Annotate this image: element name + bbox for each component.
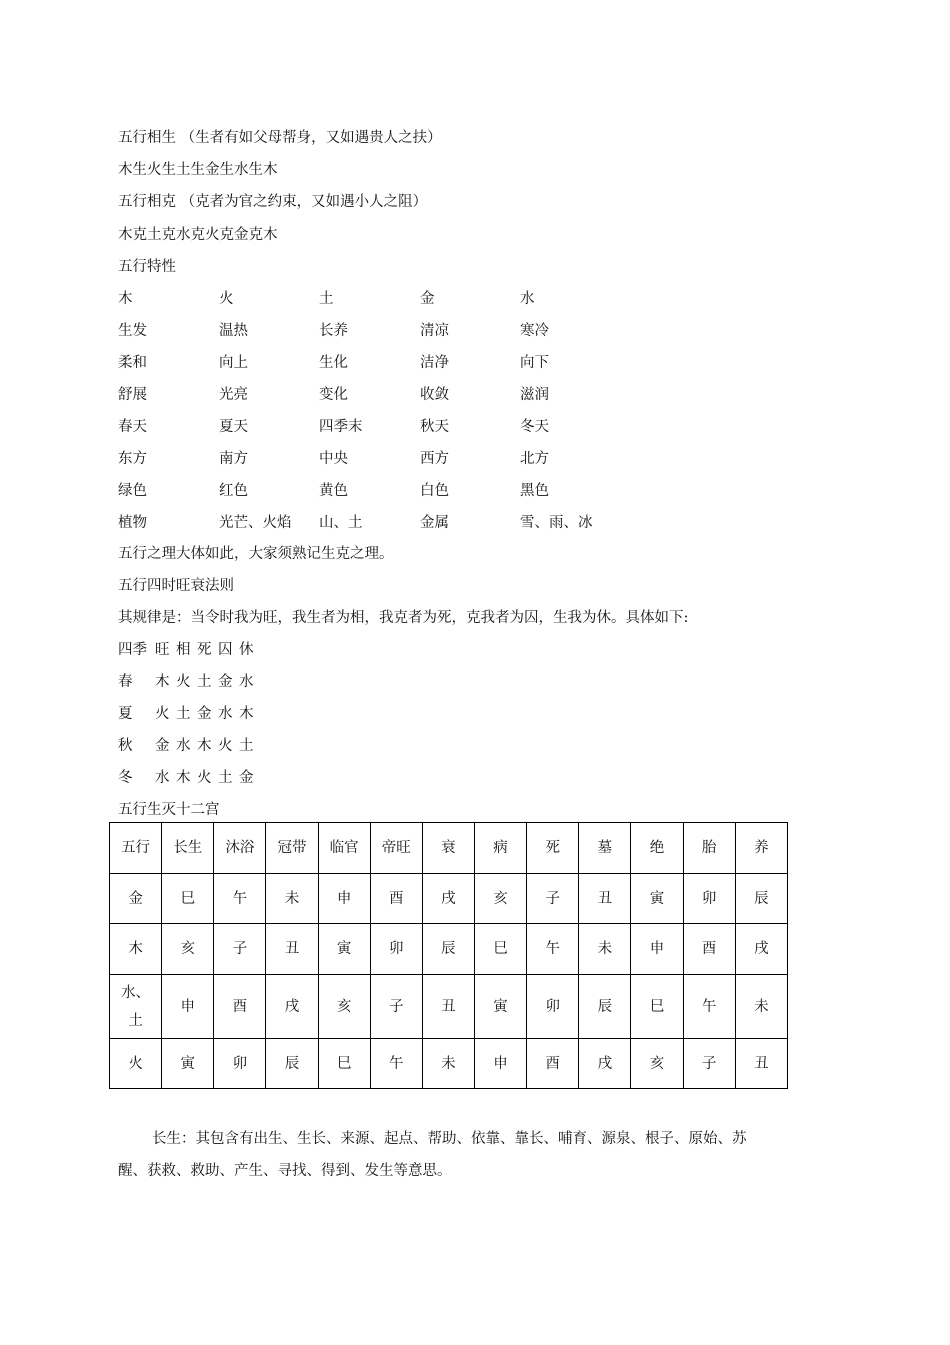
season-cell: 火	[197, 770, 212, 786]
traits-title: 五行特性	[118, 259, 176, 275]
season-cell: 旺	[155, 642, 170, 658]
property-cell: 植物	[118, 515, 147, 531]
property-cell: 向下	[520, 355, 549, 371]
property-cell: 西方	[420, 451, 449, 467]
table-cell: 酉	[370, 874, 422, 924]
season-cell: 相	[176, 642, 191, 658]
table-cell: 寅	[631, 874, 683, 924]
table-cell: 午	[527, 924, 579, 975]
table-row	[110, 975, 788, 1039]
season-cell: 金	[197, 706, 212, 722]
property-cell: 白色	[420, 483, 449, 499]
palace-table	[109, 822, 788, 1089]
property-cell: 长养	[319, 323, 348, 339]
property-cell: 水	[520, 291, 535, 307]
property-cell: 舒展	[118, 387, 147, 403]
table-cell: 申	[474, 1039, 526, 1089]
table-cell: 辰	[422, 924, 474, 975]
table-cell: 丑	[266, 924, 318, 975]
table-header-row	[110, 823, 788, 874]
property-cell: 红色	[219, 483, 248, 499]
property-cell: 夏天	[219, 419, 248, 435]
table-cell: 未	[422, 1039, 474, 1089]
property-cell: 四季末	[319, 419, 363, 435]
season-cell: 冬	[118, 770, 133, 786]
season-cell: 土	[197, 674, 212, 690]
table-cell: 巳	[631, 975, 683, 1039]
table-cell: 子	[214, 924, 266, 975]
table-cell: 寅	[162, 1039, 214, 1089]
table-header-cell: 胎	[683, 823, 735, 874]
palace-title: 五行生灭十二宫	[118, 802, 220, 818]
property-cell: 秋天	[420, 419, 449, 435]
property-cell: 寒冷	[520, 323, 549, 339]
table-cell: 卯	[527, 975, 579, 1039]
property-cell: 生化	[319, 355, 348, 371]
table-row	[110, 1039, 788, 1089]
table-cell: 辰	[266, 1039, 318, 1089]
season-cell: 木	[197, 738, 212, 754]
table-cell: 亥	[318, 975, 370, 1039]
table-cell: 子	[527, 874, 579, 924]
ke-title: 五行相克 （克者为官之约束，又如遇小人之阻）	[118, 194, 428, 210]
ke-cycle: 木克土克水克火克金克木	[118, 227, 278, 243]
table-cell: 戌	[266, 975, 318, 1039]
season-cell: 水	[218, 706, 233, 722]
table-cell: 巳	[162, 874, 214, 924]
table-cell: 亥	[474, 874, 526, 924]
season-cell: 囚	[218, 642, 233, 658]
table-cell: 火	[110, 1039, 162, 1089]
table-header-cell: 五行	[110, 823, 162, 874]
season-cell: 金	[218, 674, 233, 690]
property-cell: 变化	[319, 387, 348, 403]
season-cell: 木	[155, 674, 170, 690]
table-cell: 午	[214, 874, 266, 924]
table-cell: 申	[631, 924, 683, 975]
table-cell: 酉	[527, 1039, 579, 1089]
property-cell: 向上	[219, 355, 248, 371]
season-cell: 春	[118, 674, 133, 690]
table-header-cell: 沐浴	[214, 823, 266, 874]
table-cell: 丑	[579, 874, 631, 924]
property-cell: 绿色	[118, 483, 147, 499]
table-cell: 寅	[318, 924, 370, 975]
property-cell: 土	[319, 291, 334, 307]
table-cell: 申	[162, 975, 214, 1039]
table-cell: 水、土	[110, 975, 162, 1039]
changsheng-note: 长生：其包含有出生、生长、来源、起点、帮助、依靠、靠长、哺育、源泉、根子、原始、苏醒、获救、救助、产生、寻找、得到、发生等意思。	[118, 1131, 747, 1179]
table-cell: 未	[735, 975, 787, 1039]
table-cell: 卯	[214, 1039, 266, 1089]
table-row	[110, 874, 788, 924]
property-cell: 洁净	[420, 355, 449, 371]
table-header-cell: 墓	[579, 823, 631, 874]
property-cell: 光芒、火焰	[219, 515, 292, 531]
property-cell: 温热	[219, 323, 248, 339]
season-cell: 休	[239, 642, 254, 658]
table-cell: 巳	[474, 924, 526, 975]
property-cell: 山、土	[319, 515, 363, 531]
table-header-cell: 死	[527, 823, 579, 874]
property-cell: 光亮	[219, 387, 248, 403]
season-cell: 夏	[118, 706, 133, 722]
property-cell: 滋润	[520, 387, 549, 403]
property-cell: 火	[219, 291, 234, 307]
table-cell: 戌	[422, 874, 474, 924]
table-cell: 申	[318, 874, 370, 924]
table-cell: 午	[683, 975, 735, 1039]
table-cell: 子	[683, 1039, 735, 1089]
table-cell: 酉	[214, 975, 266, 1039]
season-cell: 土	[176, 706, 191, 722]
table-header-cell: 病	[474, 823, 526, 874]
season-cell: 四季	[118, 642, 147, 658]
season-cell: 火	[155, 706, 170, 722]
table-cell: 子	[370, 975, 422, 1039]
property-cell: 冬天	[520, 419, 549, 435]
season-cell: 金	[155, 738, 170, 754]
season-cell: 木	[239, 706, 254, 722]
table-row	[110, 924, 788, 975]
property-cell: 金	[420, 291, 435, 307]
property-cell: 南方	[219, 451, 248, 467]
table-cell: 酉	[683, 924, 735, 975]
table-cell: 巳	[318, 1039, 370, 1089]
table-header-cell: 临官	[318, 823, 370, 874]
property-cell: 收敛	[420, 387, 449, 403]
table-header-cell: 冠带	[266, 823, 318, 874]
table-cell: 卯	[683, 874, 735, 924]
season-cell: 木	[176, 770, 191, 786]
table-cell: 辰	[735, 874, 787, 924]
table-cell: 亥	[631, 1039, 683, 1089]
season-cell: 水	[155, 770, 170, 786]
table-cell: 辰	[579, 975, 631, 1039]
table-header-cell: 养	[735, 823, 787, 874]
table-cell: 金	[110, 874, 162, 924]
table-cell: 卯	[370, 924, 422, 975]
season-cell: 死	[197, 642, 212, 658]
season-cell: 土	[239, 738, 254, 754]
season-cell: 秋	[118, 738, 133, 754]
table-cell: 木	[110, 924, 162, 975]
property-cell: 木	[118, 291, 133, 307]
property-cell: 生发	[118, 323, 147, 339]
table-cell: 戌	[579, 1039, 631, 1089]
property-cell: 清凉	[420, 323, 449, 339]
property-cell: 黑色	[520, 483, 549, 499]
table-cell: 丑	[735, 1039, 787, 1089]
rule-line: 其规律是：当令时我为旺，我生者为相，我克者为死，克我者为囚，生我为休。具体如下:	[118, 610, 689, 626]
season-cell: 土	[218, 770, 233, 786]
summary-line: 五行之理大体如此，大家须熟记生克之理。	[118, 546, 394, 562]
table-cell: 未	[579, 924, 631, 975]
season-cell: 水	[239, 674, 254, 690]
table-cell: 午	[370, 1039, 422, 1089]
table-header-cell: 绝	[631, 823, 683, 874]
sheng-cycle: 木生火生土生金生水生木	[118, 162, 278, 178]
sheng-title: 五行相生 （生者有如父母帮身，又如遇贵人之扶）	[118, 130, 442, 146]
table-cell: 未	[266, 874, 318, 924]
table-cell: 戌	[735, 924, 787, 975]
property-cell: 雪、雨、冰	[520, 515, 593, 531]
table-header-cell: 帝旺	[370, 823, 422, 874]
table-header-cell: 衰	[422, 823, 474, 874]
property-cell: 春天	[118, 419, 147, 435]
property-cell: 柔和	[118, 355, 147, 371]
property-cell: 东方	[118, 451, 147, 467]
season-cell: 火	[176, 674, 191, 690]
table-cell: 亥	[162, 924, 214, 975]
property-cell: 北方	[520, 451, 549, 467]
property-cell: 金属	[420, 515, 449, 531]
property-cell: 黄色	[319, 483, 348, 499]
table-cell: 丑	[422, 975, 474, 1039]
season-cell: 金	[239, 770, 254, 786]
seasons-title: 五行四时旺衰法则	[118, 578, 234, 594]
season-cell: 火	[218, 738, 233, 754]
table-cell: 寅	[474, 975, 526, 1039]
season-cell: 水	[176, 738, 191, 754]
table-header-cell: 长生	[162, 823, 214, 874]
property-cell: 中央	[319, 451, 348, 467]
